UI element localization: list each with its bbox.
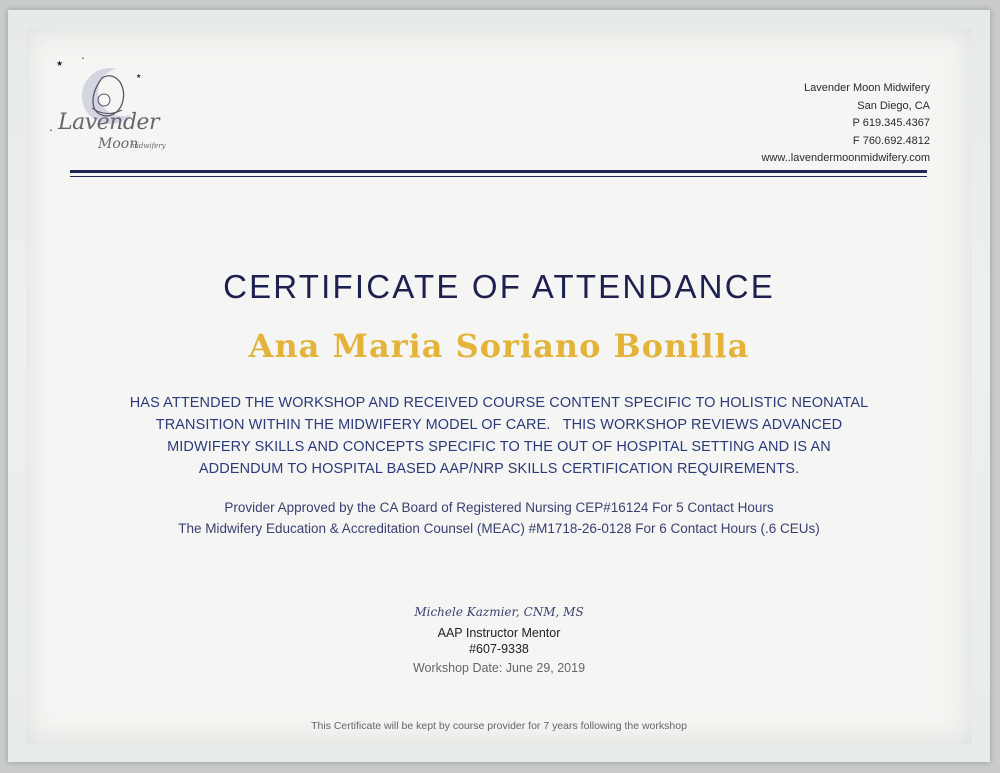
instructor-role: AAP Instructor Mentor	[437, 626, 561, 640]
svg-text:•: •	[50, 128, 52, 134]
instructor-signature: Michele Kazmier, CNM, MS	[414, 605, 584, 619]
provider-approval	[78, 497, 920, 539]
logo-word-midwifery: midwifery	[130, 142, 166, 150]
header-rule-thin	[70, 176, 927, 177]
svg-text:★: ★	[136, 74, 142, 80]
attendance-statement	[98, 392, 900, 480]
recipient-name: Ana Maria Soriano Bonilla	[248, 327, 750, 365]
contact-website-link[interactable]: www..lavendermoonmidwifery.com	[761, 152, 930, 164]
logo-word-moon: Moon	[98, 136, 139, 152]
provider-line-meac: The Midwifery Education & Accreditation Counsel (MEAC) #M1718-26-0128 For 6 Contact Hours (.6 CEUs)	[178, 521, 820, 536]
retention-footer: This Certificate will be kept by course provider for 7 years following the workshop	[311, 720, 687, 732]
workshop-date: Workshop Date: June 29, 2019	[412, 661, 586, 675]
contact-city: San Diego, CA	[857, 99, 930, 112]
svg-text:•: •	[82, 56, 84, 62]
provider-line-brn: Provider Approved by the CA Board of Registered Nursing CEP#16124 For 5 Contact Hours	[224, 500, 774, 515]
statement-line: HAS ATTENDED THE WORKSHOP AND RECEIVED COURSE CONTENT SPECIFIC TO HOLISTIC NEONATAL	[129, 395, 869, 411]
contact-org: Lavender Moon Midwifery	[804, 82, 930, 94]
logo-word-lavender: Lavender	[58, 110, 159, 135]
instructor-id: #607-9338	[469, 642, 529, 656]
instructor-info	[8, 625, 990, 657]
header-rule-thick	[70, 170, 927, 173]
certificate-title: CERTIFICATE OF ATTENDANCE	[223, 268, 775, 305]
contact-phone: P 619.345.4367	[852, 117, 930, 129]
statement-line: ADDENDUM TO HOSPITAL BASED AAP/NRP SKILLS CERTIFICATION REQUIREMENTS.	[198, 461, 800, 477]
statement-line: TRANSITION WITHIN THE MIDWIFERY MODEL OF CARE. THIS WORKSHOP REVIEWS ADVANCED	[155, 417, 843, 433]
contact-fax: F 760.692.4812	[852, 134, 930, 147]
svg-text:★: ★	[56, 59, 64, 68]
statement-line: MIDWIFERY SKILLS AND CONCEPTS SPECIFIC TO THE OUT OF HOSPITAL SETTING AND IS AN	[167, 439, 831, 455]
contact-block	[761, 80, 930, 168]
certificate-sheet	[8, 10, 990, 762]
